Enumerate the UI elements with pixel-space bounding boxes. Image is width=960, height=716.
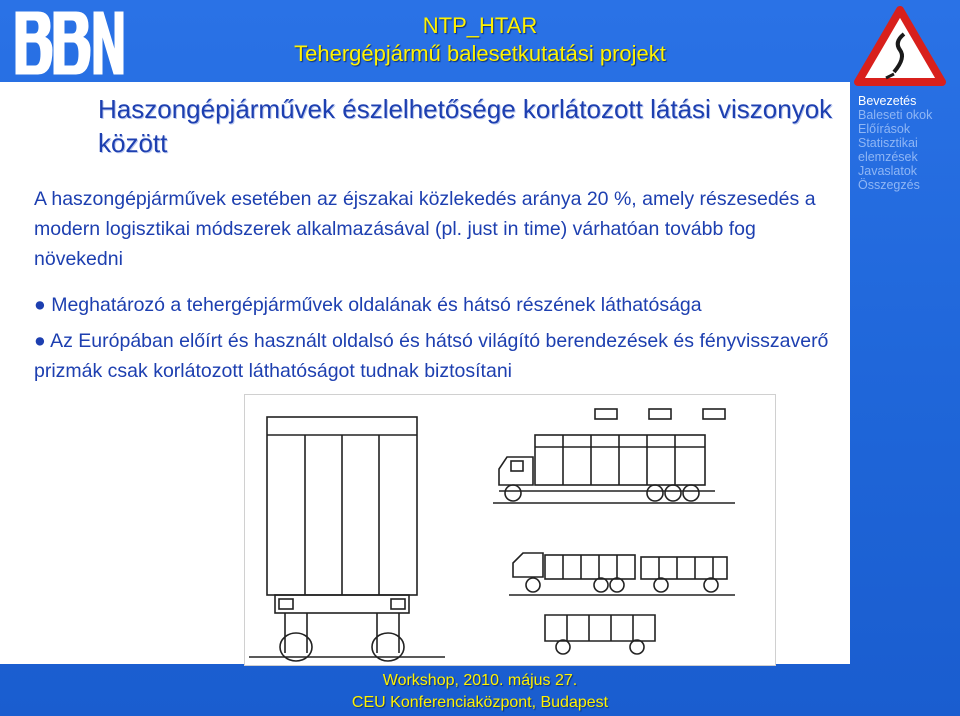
road-warning-sign-icon (854, 6, 946, 86)
bullet-item: ● Az Európában előírt és használt oldalsó és hátsó világító berendezések és fényvisszaverő prizmák csak korlátozott láthatóságot tudnak biztosítani (34, 330, 829, 382)
bullet-item: ● Meghatározó a tehergépjárművek oldalának és hátsó részének láthatósága (34, 294, 702, 316)
footer-event-date: Workshop, 2010. május 27. (382, 672, 578, 689)
nav-item-javaslatok[interactable]: Javaslatok (858, 164, 918, 178)
slide-title: Haszongépjárművek észlelhetősége korlátozott látási viszonyok között (98, 94, 833, 158)
nav-item-osszegzes[interactable]: Összegzés (858, 178, 920, 192)
bbn-logo (8, 6, 126, 80)
nav-item-statisztikai[interactable]: Statisztikai (858, 136, 918, 150)
nav-item-baleseti-okok[interactable]: Baleseti okok (858, 108, 933, 122)
header-project-code: NTP_HTAR (422, 13, 538, 38)
section-nav (858, 94, 958, 192)
intro-paragraph: A haszongépjárművek esetében az éjszakai közlekedés aránya 20 %, amely részesedés a modern logisztikai módszerek alkalmazásával (pl. just in time) várhatóan tovább fog növekedni (34, 188, 816, 270)
slide-footer (260, 670, 700, 714)
nav-item-bevezetes[interactable]: Bevezetés (858, 94, 917, 108)
truck-lighting-drawing (244, 394, 776, 666)
slide-header (140, 12, 820, 68)
header-project-name: Tehergépjármű balesetkutatási projekt (294, 41, 666, 66)
nav-item-eloirasok[interactable]: Előírások (858, 122, 911, 136)
footer-venue: CEU Konferenciaközpont, Budapest (351, 694, 609, 711)
nav-item-elemzesek[interactable]: elemzések (858, 150, 918, 164)
